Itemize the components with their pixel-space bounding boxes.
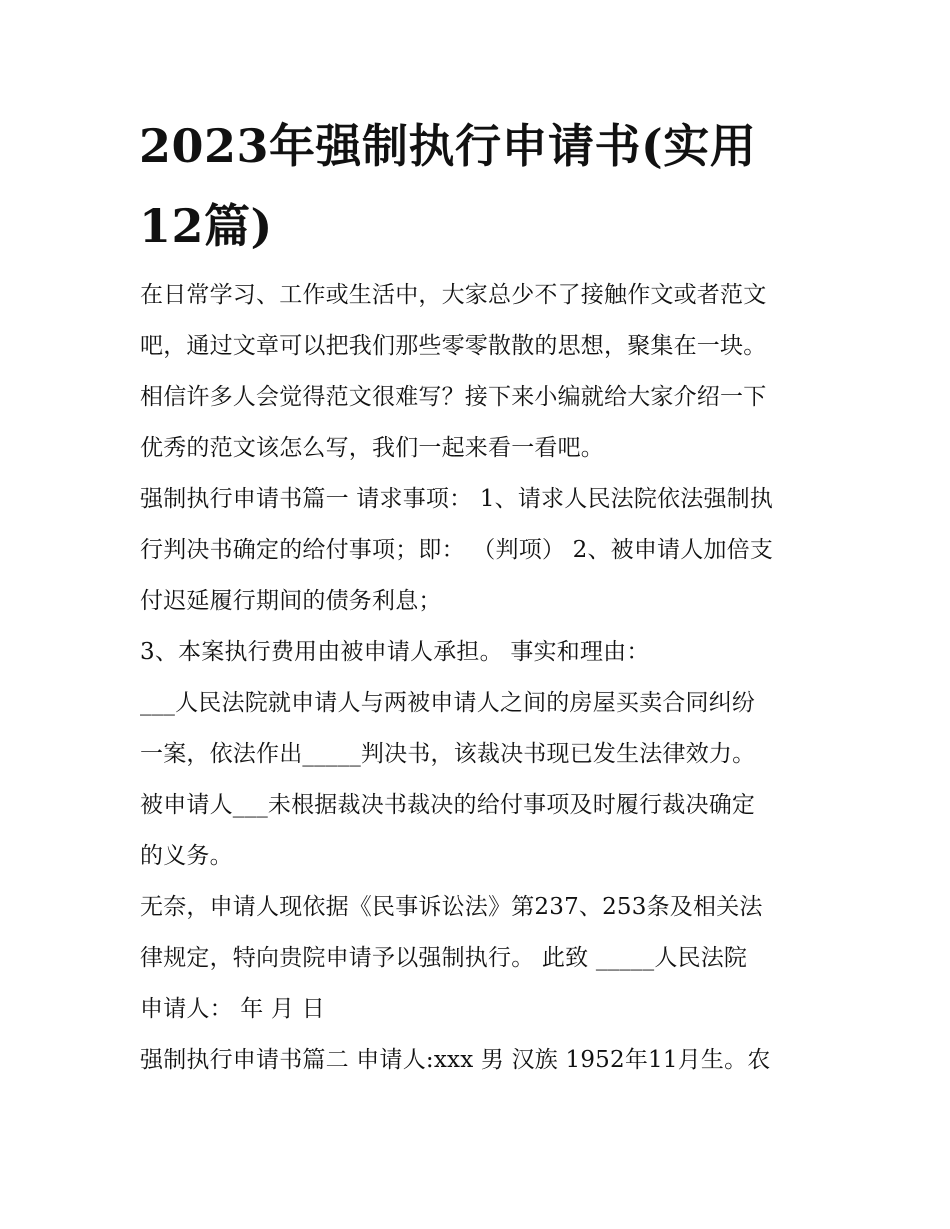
body-line: 的义务。 — [140, 843, 233, 869]
body-line: 强制执行申请书篇一 请求事项： 1、请求人民法院依法强制执 — [140, 486, 774, 512]
body-line: 吧，通过文章可以把我们那些零零散散的思想，聚集在一块。 — [140, 333, 767, 359]
title-line-1: 2023年强制执行申请书(实用 — [139, 119, 757, 173]
body-line: 相信许多人会觉得范文很难写？接下来小编就给大家介绍一下 — [140, 384, 767, 410]
body-line: 被申请人___未根据裁决书裁决的给付事项及时履行裁决确定 — [140, 792, 756, 818]
body-line: 强制执行申请书篇二 申请人:xxx 男 汉族 1952年11月生。农 — [140, 1047, 771, 1073]
body-line: 律规定，特向贵院申请予以强制执行。 此致 _____人民法院 — [140, 945, 748, 971]
body-line: 在日常学习、工作或生活中，大家总少不了接触作文或者范文 — [140, 282, 767, 308]
body-line: 3、本案执行费用由被申请人承担。 事实和理由： — [140, 639, 650, 665]
body-line: 一案，依法作出_____判决书，该裁决书现已发生法律效力。 — [140, 741, 756, 767]
body-line: ___人民法院就申请人与两被申请人之间的房屋买卖合同纠纷 — [140, 690, 756, 716]
document-title — [139, 106, 839, 266]
body-line: 优秀的范文该怎么写，我们一起来看一看吧。 — [140, 435, 604, 461]
body-line: 无奈，申请人现依据《民事诉讼法》第237、253条及相关法 — [140, 894, 763, 920]
body-line: 付迟延履行期间的债务利息； — [140, 588, 442, 614]
body-line: 行判决书确定的给付事项；即： （判项） 2、被申请人加倍支 — [140, 537, 774, 563]
title-line-2: 12篇) — [139, 199, 273, 253]
body-line: 申请人： 年 月 日 — [140, 996, 325, 1022]
document-body — [140, 270, 830, 1086]
